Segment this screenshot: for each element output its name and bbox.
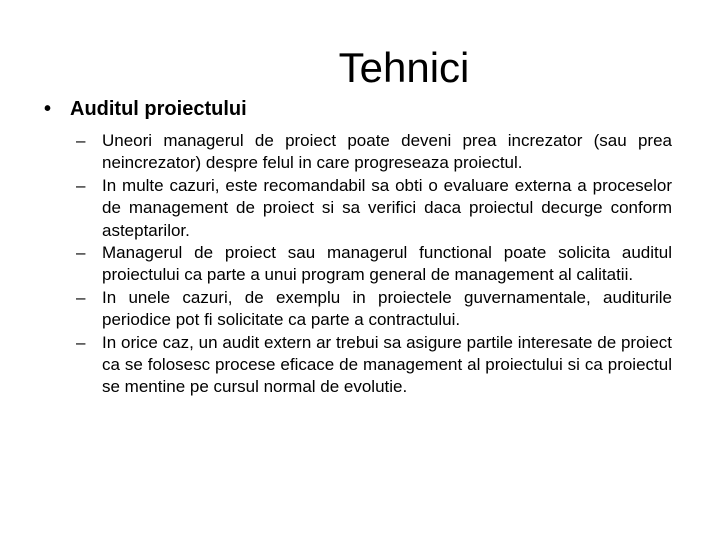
slide-title [0, 42, 720, 94]
bullet-marker: • [44, 98, 52, 120]
sub-bullet-text: Uneori managerul de proiect poate deveni prea increzator (sau prea neincrezator) despre felul in care progreseaza proiectul. [102, 131, 672, 173]
sub-bullet-item [76, 287, 672, 332]
sub-bullet-item [76, 332, 672, 399]
main-bullet [44, 96, 247, 122]
main-bullet-text: Auditul proiectului [70, 98, 247, 120]
sub-bullet-item [76, 242, 672, 287]
dash-marker: – [76, 243, 86, 263]
dash-marker: – [76, 175, 86, 195]
sub-bullet-item [76, 175, 672, 242]
sub-bullet-list [76, 130, 672, 399]
dash-marker: – [76, 332, 86, 352]
sub-bullet-text: In unele cazuri, de exemplu in proiectele guvernamentale, auditurile periodice pot fi solicitate ca parte a contractului. [102, 287, 672, 330]
dash-marker: – [76, 131, 86, 150]
slide-title-text: Tehnici [338, 44, 470, 91]
dash-marker: – [76, 287, 86, 307]
sub-bullet-item [76, 130, 672, 175]
sub-bullet-text: In multe cazuri, este recomandabil sa obti o evaluare externa a proceselor de management de proiect si sa verifici daca proiectul decurge conform asteptarilor. [102, 175, 672, 240]
sub-bullet-text: Managerul de proiect sau managerul functional poate solicita auditul proiectului ca parte a unui program general de management al calitatii. [102, 243, 672, 285]
sub-bullet-text: In orice caz, un audit extern ar trebui sa asigure partile interesate de proiect ca se folosesc procese eficace de management al proiectului si ca proiectul se mentine pe cursul normal de evolutie. [102, 332, 672, 397]
